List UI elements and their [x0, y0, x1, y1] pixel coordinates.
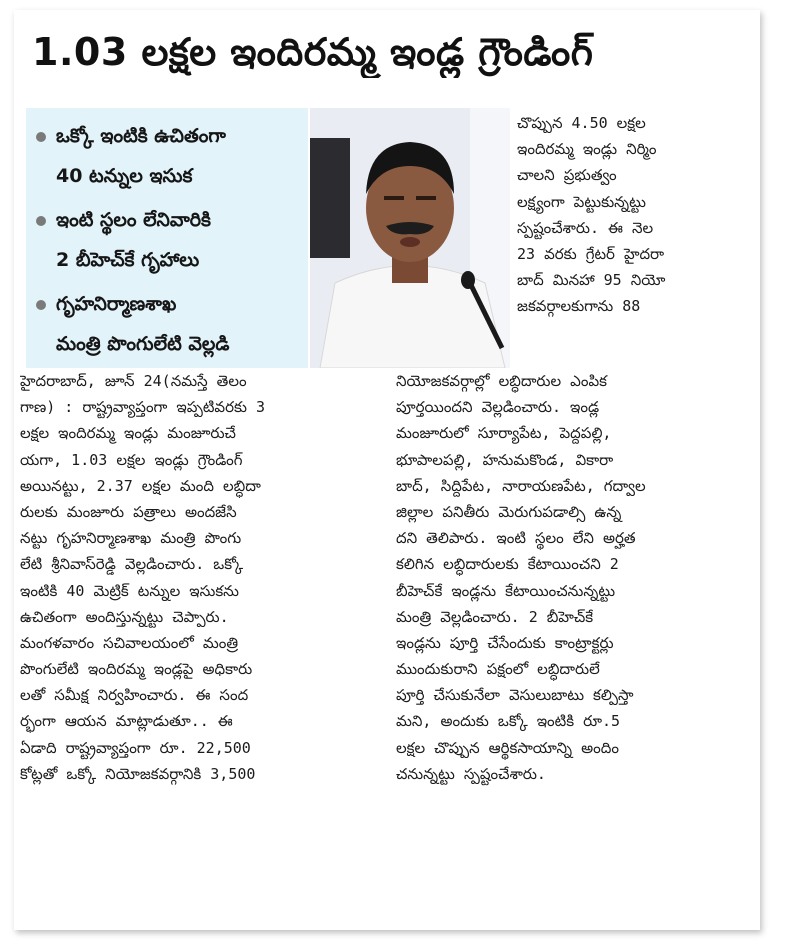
headline: 1.03 లక్షల ఇందిరమ్మ ఇండ్ల గ్రౌండింగ్ [32, 30, 594, 74]
text-line: మని, అందుకు ఒక్కో ఇంటికి రూ.5 [396, 712, 621, 731]
text-line: పొంగులేటి ఇందిరమ్మ ఇండ్లపై అధికారు [20, 660, 253, 679]
highlight-line2: 40 టన్నుల ఇసుక [56, 165, 193, 187]
text-line: మంజూరులో సూర్యాపేట, పెద్దపల్లి, [396, 424, 612, 443]
highlight-line2: మంత్రి పొంగులేటి వెల్లడి [56, 333, 230, 355]
text-line: ఏడాది రాష్ట్రవ్యాప్తంగా రూ. 22,500 [20, 738, 251, 757]
highlight-line2: 2 బీహెచ్‌కే గృహాలు [56, 249, 200, 271]
text-line: లక్ష్యంగా పెట్టుకున్నట్టు [517, 192, 646, 211]
text-line: బాద్, సిద్దిపేట, నారాయణపేట, గద్వాల [396, 476, 646, 495]
text-line: జిల్లాల పనితీరు మెరుగుపడాల్సి ఉన్న [396, 502, 622, 521]
text-line: జకవర్గాలకుగాను 88 [517, 297, 641, 316]
text-line: మంత్రి వెల్లడించారు. 2 బీహెచ్‌కే [396, 607, 594, 626]
text-line: దని తెలిపారు. ఇంటి స్థలం లేని అర్హత [396, 529, 636, 548]
text-line: నట్టు గృహనిర్మాణశాఖ మంత్రి పొంగు [20, 529, 242, 548]
text-line: లక్షల ఇందిరమ్మ ఇండ్లు మంజూరుచే [20, 424, 236, 443]
text-line: లతో సమీక్ష నిర్వహించారు. ఈ సంద [20, 686, 249, 705]
body-column-left [20, 368, 382, 787]
text-line: రులకు మంజూరు పత్రాలు అందజేసి [20, 502, 237, 521]
text-line: స్పష్టంచేశారు. ఈ నెల [517, 218, 654, 237]
highlight-line1: ఒక్కో ఇంటికి ఉచితంగా [56, 125, 226, 147]
text-line: 23 వరకు గ్రేటర్ హైదరా [517, 244, 665, 263]
highlights-box [26, 108, 308, 368]
text-line: ముందుకురాని పక్షంలో లబ్ధిదారులే [396, 660, 600, 679]
bullet-icon [36, 216, 46, 226]
body-column-right [396, 368, 752, 787]
text-line: చొప్పున 4.50 లక్షల [517, 114, 646, 132]
text-line: ఇండ్లను పూర్తి చేసేందుకు కాంట్రాక్టర్లు [396, 633, 614, 652]
text-line: కలిగిన లబ్ధిదారులకు కేటాయించని 2 [396, 555, 619, 574]
minister-portrait-icon [310, 108, 510, 368]
newspaper-clipping [14, 10, 760, 930]
text-line: పూర్తయిందని వెల్లడించారు. ఇండ్ల [396, 398, 600, 417]
text-line: అయినట్టు, 2.37 లక్షల మంది లబ్ధిదా [20, 476, 261, 495]
text-line: నియోజకవర్గాల్లో లబ్ధిదారుల ఎంపిక [396, 372, 607, 390]
text-line: చనున్నట్టు స్పష్టంచేశారు. [396, 764, 546, 783]
text-line: ఇంటికి 40 మెట్రిక్ టన్నుల ఇసుకను [20, 581, 239, 600]
highlight-line1: గృహనిర్మాణశాఖ [56, 293, 177, 315]
text-line: ఉచితంగా అందిస్తున్నట్టు చెప్పారు. [20, 607, 229, 626]
text-line: యగా, 1.03 లక్షల ఇండ్లు గ్రౌండింగ్ [20, 450, 243, 469]
text-line: కోట్లతో ఒక్కో నియోజకవర్గానికి 3,500 [20, 764, 256, 783]
text-line: లేటి శ్రీనివాస్‌రెడ్డి వెల్లడించారు. ఒక్కో [20, 555, 244, 574]
highlight-item [36, 284, 304, 364]
text-line: గాణ) : రాష్ట్రవ్యాప్తంగా ఇప్పటివరకు 3 [20, 398, 266, 417]
text-line: బాద్ మినహా 95 నియో [517, 271, 666, 290]
text-line: మంగళవారం సచివాలయంలో మంత్రి [20, 633, 239, 652]
bullet-icon [36, 300, 46, 310]
highlight-line1: ఇంటి స్థలం లేనివారికి [56, 209, 211, 231]
dateline-line: హైదరాబాద్, జూన్ 24(నమస్తే తెలం [20, 372, 247, 390]
highlight-item [36, 200, 304, 280]
text-line: బీహెచ్‌కే ఇండ్లను కేటాయించనున్నట్టు [396, 581, 616, 600]
text-line: లక్షల చొప్పున ఆర్థికసాయాన్ని అందిం [396, 738, 619, 757]
bullet-icon [36, 132, 46, 142]
text-line: పూర్తి చేసుకునేలా వెసులుబాటు కల్పిస్తా [396, 686, 634, 705]
text-line: చాలని ప్రభుత్వం [517, 166, 617, 185]
body-column-top [517, 110, 754, 320]
text-line: ర్భంగా ఆయన మాట్లాడుతూ.. ఈ [20, 712, 233, 731]
highlight-item [36, 116, 304, 196]
text-line: ఇందిరమ్మ ఇండ్లు నిర్మిం [517, 140, 657, 159]
minister-photo [310, 108, 510, 368]
text-line: భూపాలపల్లి, హనుమకొండ, వికారా [396, 450, 614, 469]
